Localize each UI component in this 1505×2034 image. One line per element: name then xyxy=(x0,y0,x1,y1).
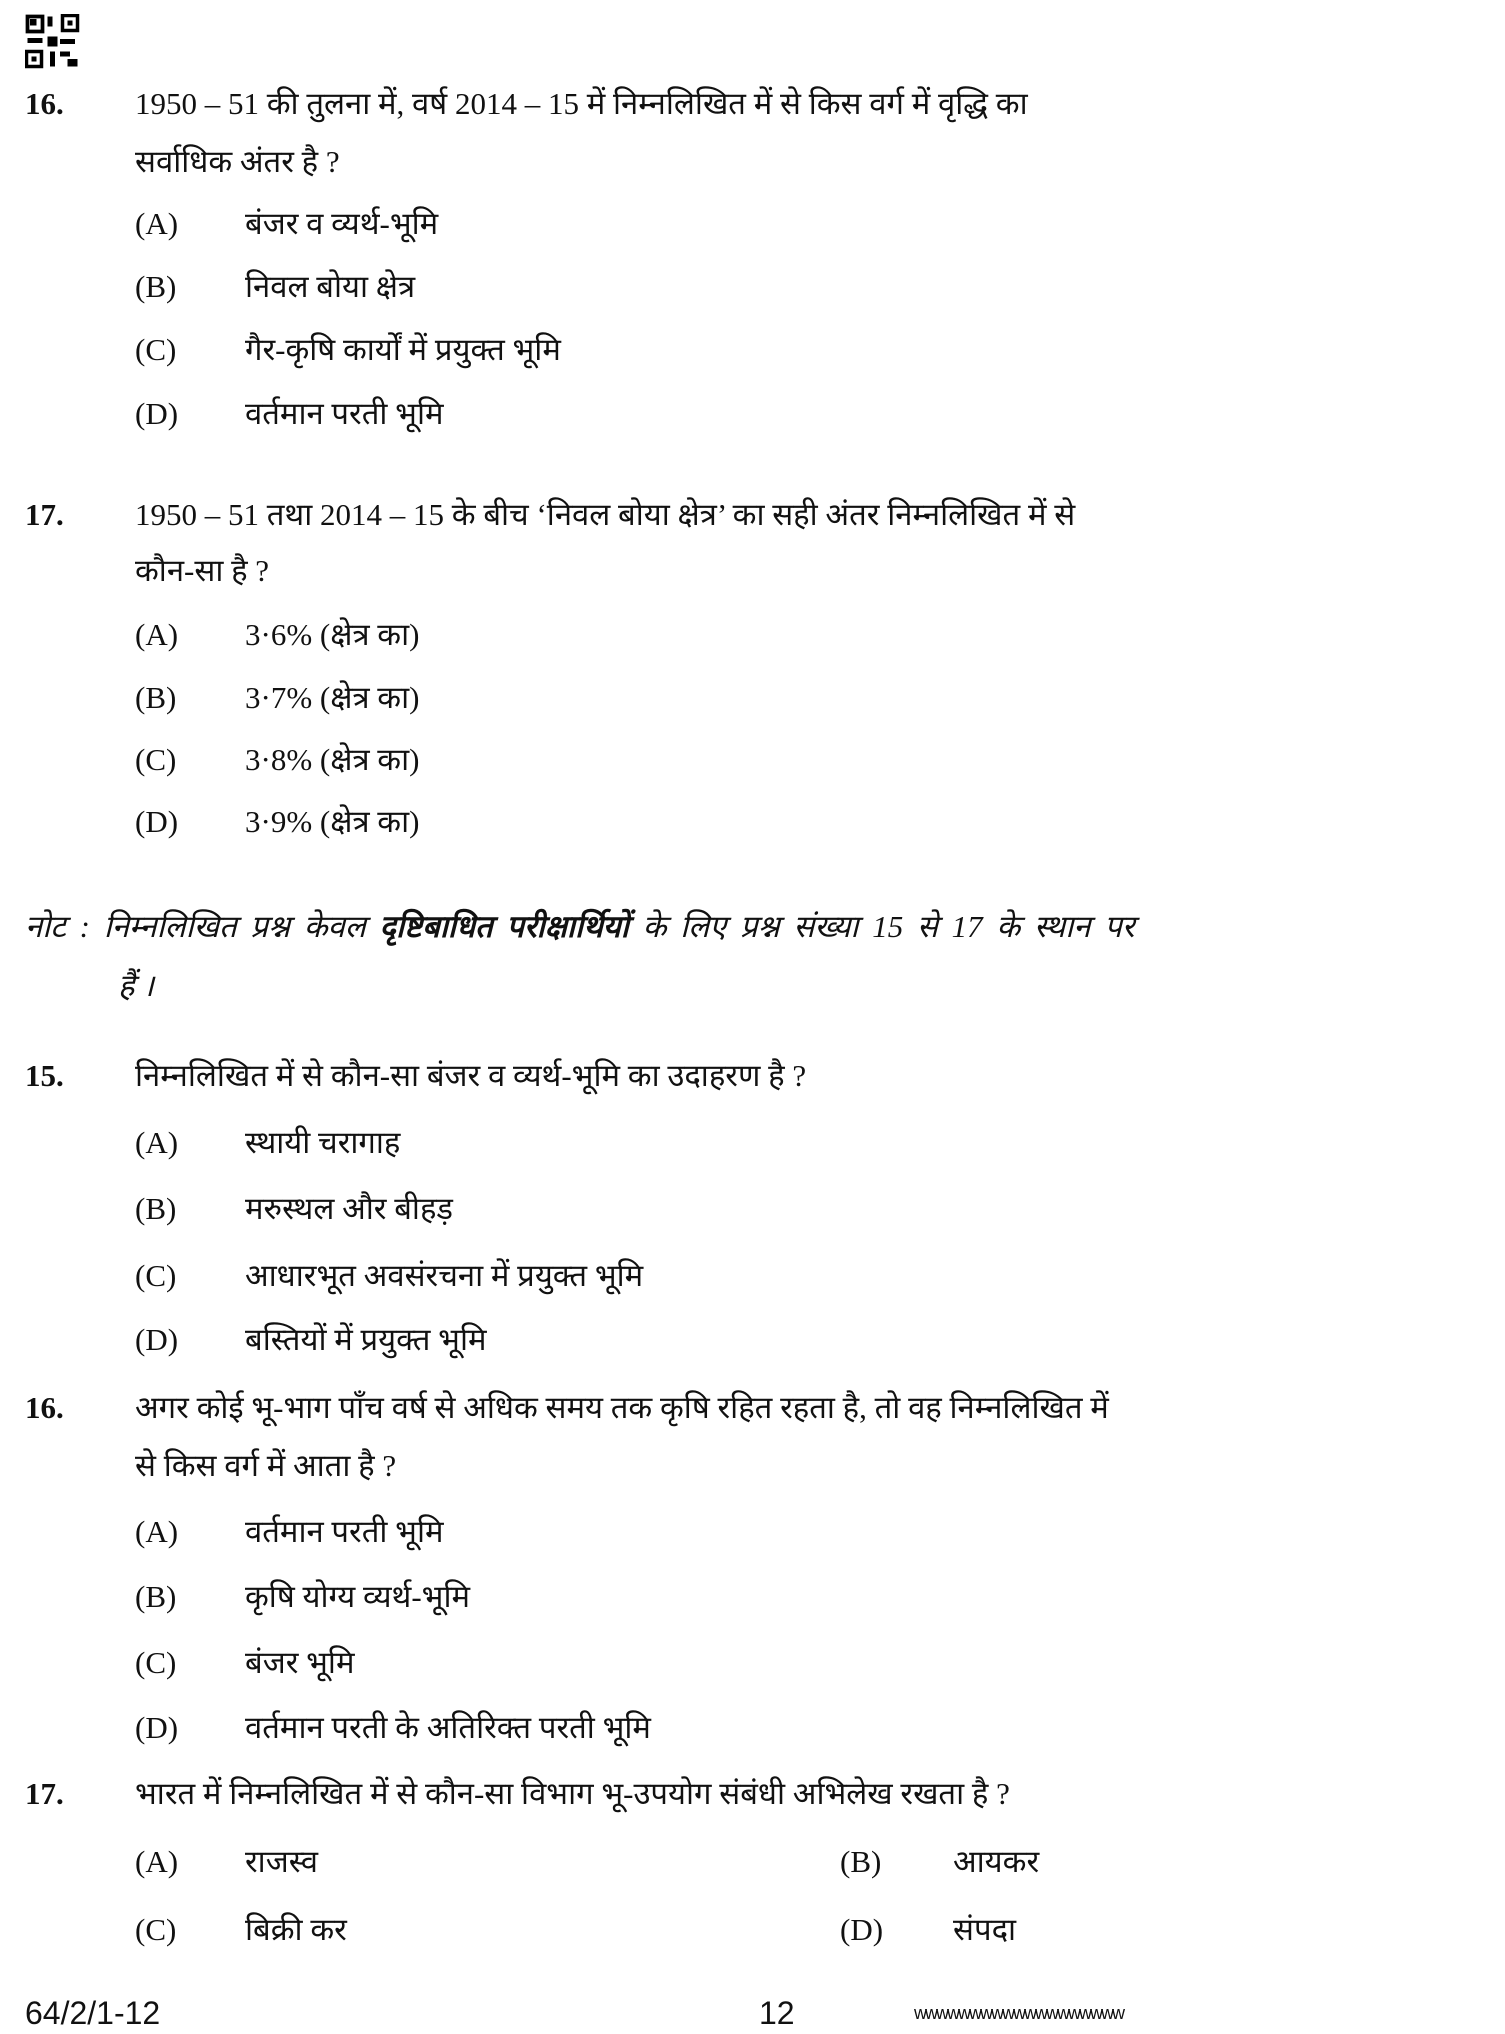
option-text: वर्तमान परती भूमि xyxy=(245,396,444,431)
option-label: (D) xyxy=(135,1322,179,1357)
question-number: 16. xyxy=(25,1390,64,1425)
option-label: (D) xyxy=(135,804,179,839)
option-text: 3·8% (क्षेत्र का) xyxy=(245,742,420,777)
question-number: 17. xyxy=(25,1776,64,1811)
paper-code: 64/2/1-12 xyxy=(25,1995,161,2031)
option-text: वर्तमान परती भूमि xyxy=(245,1514,444,1549)
option-label: (C) xyxy=(135,332,177,367)
option-label: (A) xyxy=(135,1125,179,1160)
option-label: (D) xyxy=(840,1912,884,1947)
option-text: मरुस्थल और बीहड़ xyxy=(245,1191,454,1226)
option-label: (D) xyxy=(135,396,179,431)
option-text: निवल बोया क्षेत्र xyxy=(245,269,416,304)
option-text: 3·7% (क्षेत्र का) xyxy=(245,680,420,715)
question-text: सर्वाधिक अंतर है ? xyxy=(135,144,340,179)
option-text: राजस्व xyxy=(245,1844,319,1879)
option-text: कृषि योग्य व्यर्थ-भूमि xyxy=(245,1579,471,1614)
note-line: हैं । xyxy=(118,968,154,1003)
question-text: से किस वर्ग में आता है ? xyxy=(135,1448,397,1483)
option-label: (C) xyxy=(135,1258,177,1293)
note-line xyxy=(25,907,1135,947)
note-text2: के लिए प्रश्न संख्या 15 से 17 के स्थान पर xyxy=(642,909,1135,944)
page-number: 12 xyxy=(759,1995,795,2031)
note-text1: निम्नलिखित प्रश्न केवल xyxy=(103,909,366,944)
qr-code-icon xyxy=(25,14,80,69)
question-number: 17. xyxy=(25,497,64,532)
option-label: (B) xyxy=(840,1844,882,1879)
note-prefix: नोट : xyxy=(25,909,90,944)
option-text: 3·9% (क्षेत्र का) xyxy=(245,804,420,839)
option-label: (B) xyxy=(135,1191,177,1226)
option-label: (B) xyxy=(135,680,177,715)
decorative-wavy-line: wwwwwwwwwwwwwwwwwww xyxy=(914,2003,1123,2023)
option-label: (B) xyxy=(135,269,177,304)
option-label: (A) xyxy=(135,1514,179,1549)
question-text: निम्नलिखित में से कौन-सा बंजर व व्यर्थ-भूमि का उदाहरण है ? xyxy=(135,1058,807,1093)
question-number: 16. xyxy=(25,86,64,121)
question-text: 1950 – 51 तथा 2014 – 15 के बीच ‘निवल बोया क्षेत्र’ का सही अंतर निम्नलिखित में से xyxy=(135,497,1076,532)
option-label: (A) xyxy=(135,1844,179,1879)
question-text: भारत में निम्नलिखित में से कौन-सा विभाग भू-उपयोग संबंधी अभिलेख रखता है ? xyxy=(135,1776,1010,1811)
option-label: (A) xyxy=(135,206,179,241)
note-bold: दृष्टिबाधित परीक्षार्थियों xyxy=(379,909,629,944)
option-text: स्थायी चरागाह xyxy=(245,1125,401,1160)
question-text: कौन-सा है ? xyxy=(135,553,270,588)
option-text: बस्तियों में प्रयुक्त भूमि xyxy=(245,1322,487,1357)
option-label: (A) xyxy=(135,617,179,652)
question-text: 1950 – 51 की तुलना में, वर्ष 2014 – 15 में निम्नलिखित में से किस वर्ग में वृद्धि का xyxy=(135,86,1028,121)
option-text: 3·6% (क्षेत्र का) xyxy=(245,617,420,652)
option-label: (C) xyxy=(135,1645,177,1680)
option-label: (C) xyxy=(135,1912,177,1947)
question-number: 15. xyxy=(25,1058,64,1093)
option-label: (D) xyxy=(135,1710,179,1745)
option-text: बंजर भूमि xyxy=(245,1645,355,1680)
option-label: (C) xyxy=(135,742,177,777)
question-text: अगर कोई भू-भाग पाँच वर्ष से अधिक समय तक कृषि रहित रहता है, तो वह निम्नलिखित में xyxy=(135,1390,1109,1425)
option-label: (B) xyxy=(135,1579,177,1614)
option-text: आयकर xyxy=(953,1844,1040,1879)
option-text: गैर-कृषि कार्यों में प्रयुक्त भूमि xyxy=(245,332,561,367)
option-text: वर्तमान परती के अतिरिक्त परती भूमि xyxy=(245,1710,651,1745)
option-text: आधारभूत अवसंरचना में प्रयुक्त भूमि xyxy=(245,1258,644,1293)
option-text: संपदा xyxy=(953,1912,1017,1947)
option-text: बंजर व व्यर्थ-भूमि xyxy=(245,206,439,241)
option-text: बिक्री कर xyxy=(245,1912,347,1947)
